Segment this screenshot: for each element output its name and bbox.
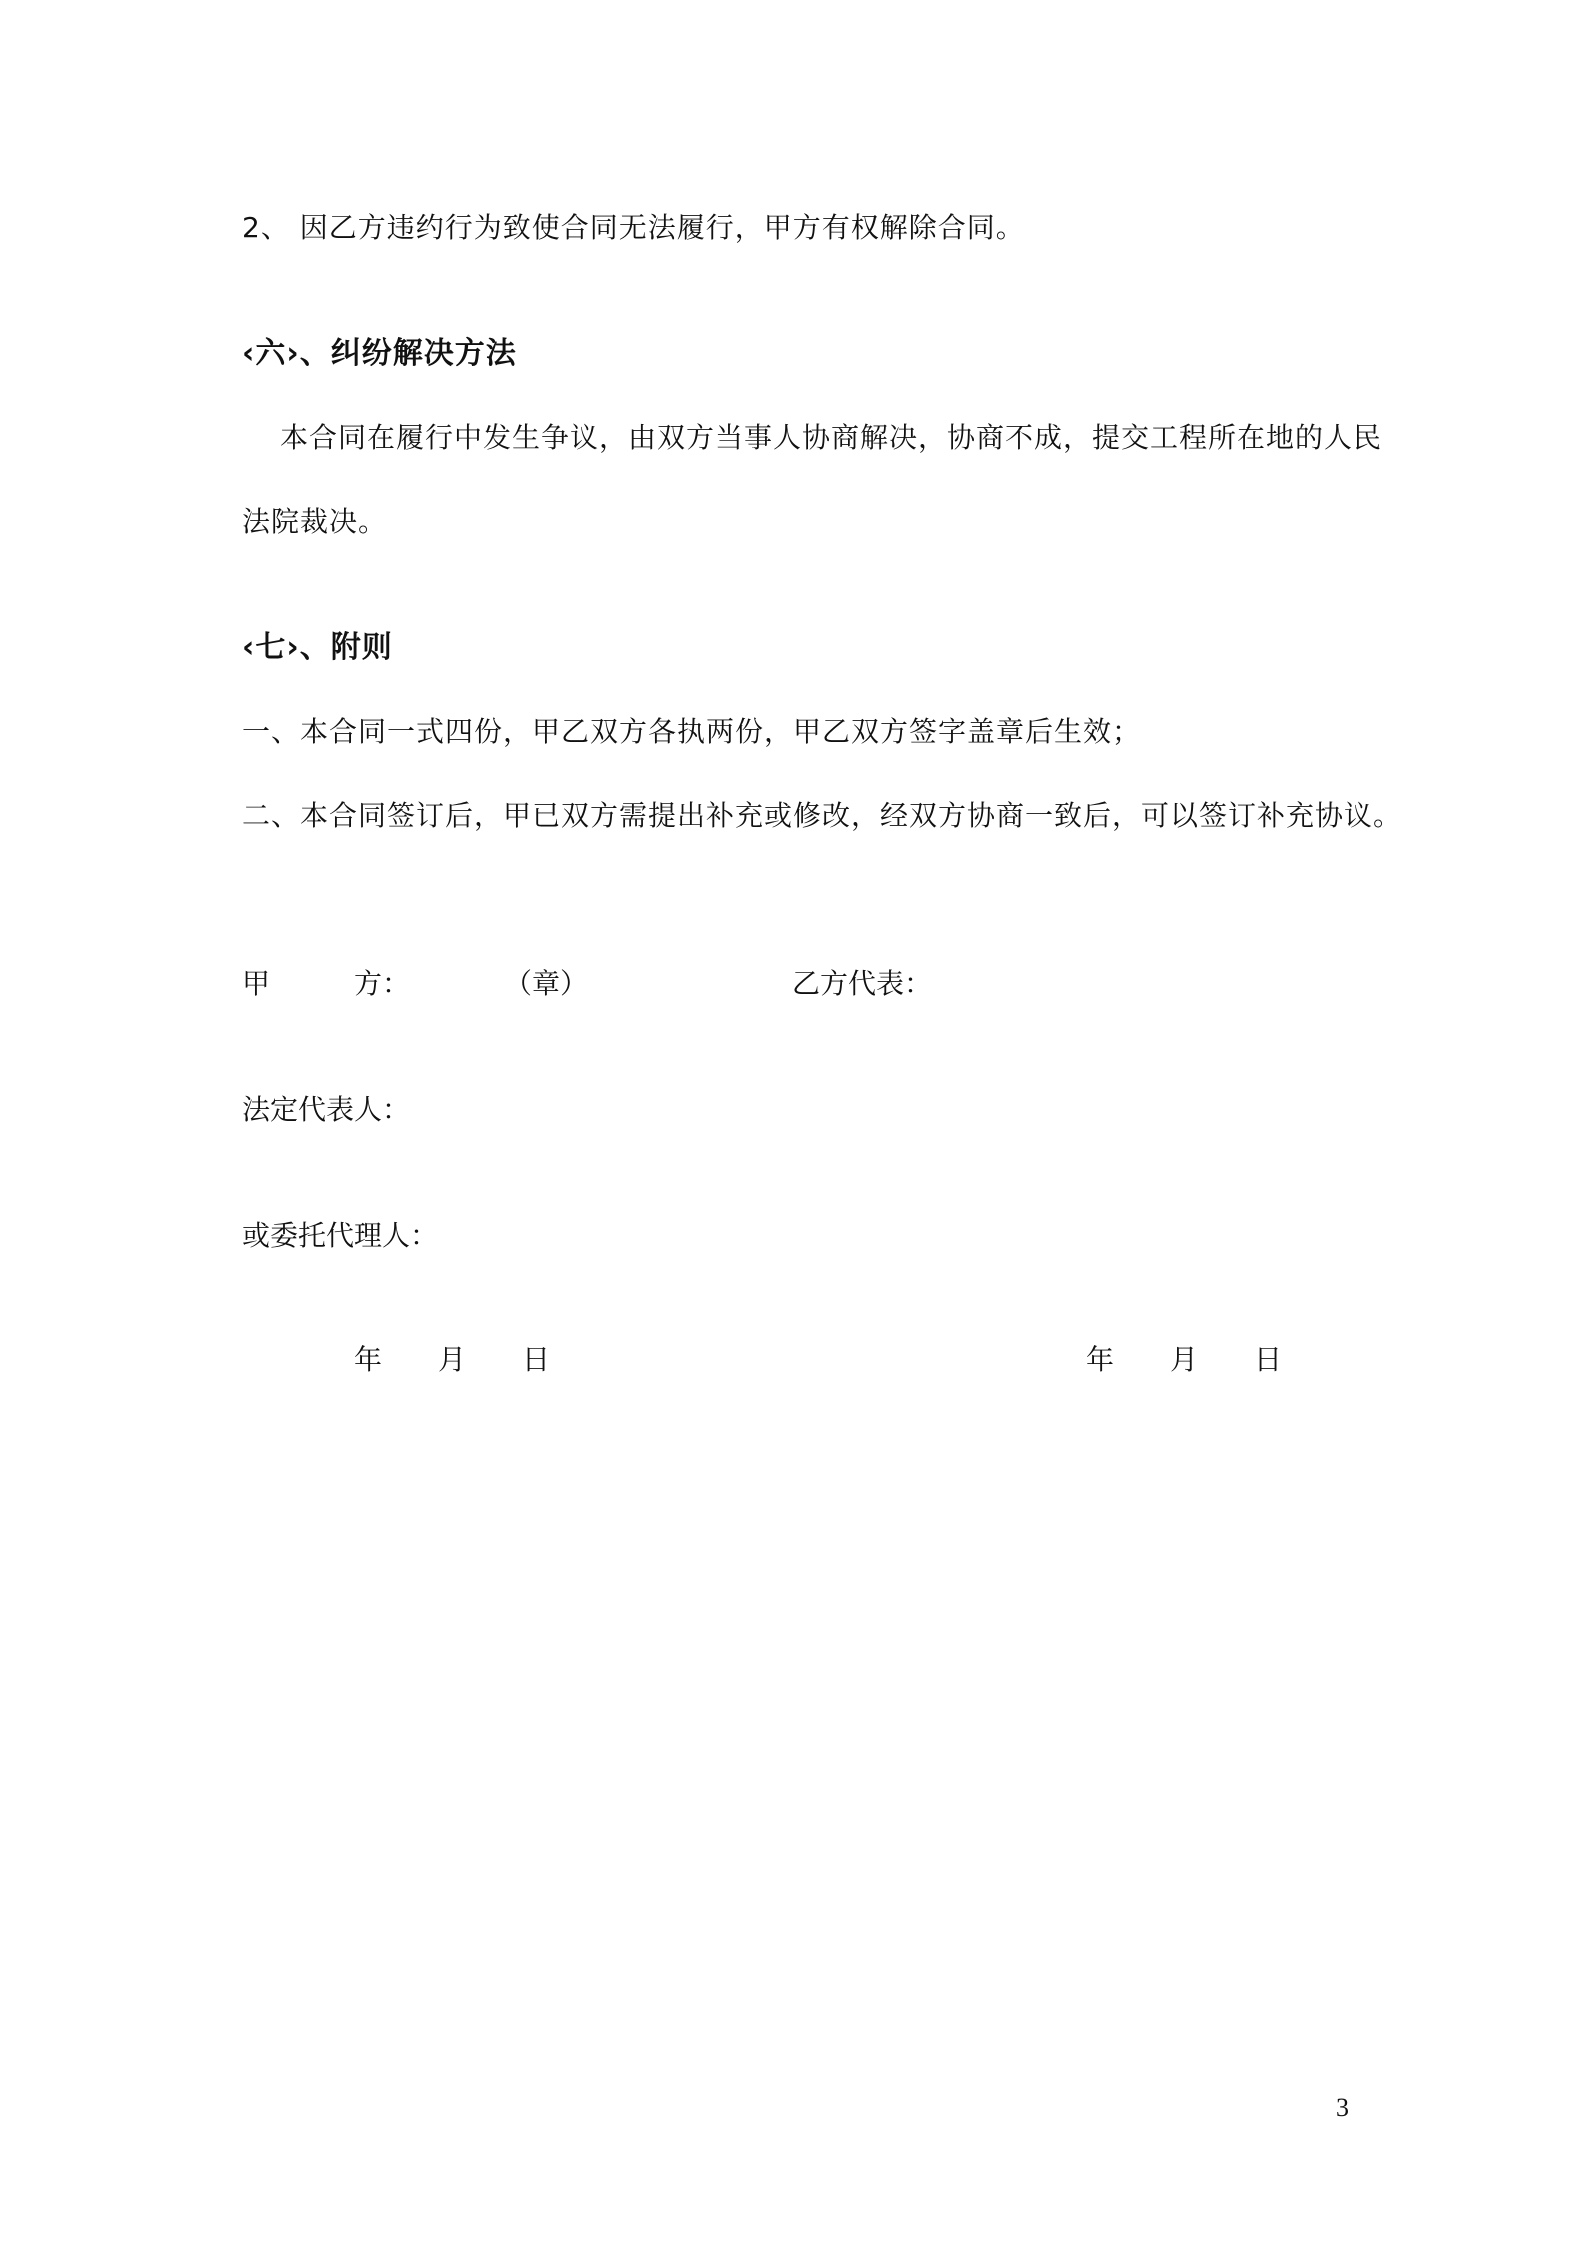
date-left-year: 年 [354, 1343, 383, 1376]
section-6-paragraph-line-2: 法院裁决。 [242, 505, 388, 538]
authorized-agent-label: 或委托代理人： [242, 1219, 439, 1252]
section-6-paragraph-line-1: 本合同在履行中发生争议，由双方当事人协商解决，协商不成，提交工程所在地的人民 [280, 421, 1383, 454]
clause-2-text: 2、 因乙方违约行为致使合同无法履行，甲方有权解除合同。 [242, 211, 1025, 244]
page-number: 3 [1336, 2093, 1349, 2122]
section-7-item-1: 一、本合同一式四份，甲乙双方各执两份，甲乙双方签字盖章后生效； [242, 715, 1142, 748]
date-right-month: 月 [1170, 1343, 1199, 1376]
seal-label: （章） [504, 967, 589, 1000]
date-left-day: 日 [522, 1343, 551, 1376]
date-right-day: 日 [1254, 1343, 1283, 1376]
legal-representative-label: 法定代表人： [242, 1093, 411, 1126]
section-6-heading: ‹六›、纠纷解决方法 [242, 336, 517, 371]
date-left-month: 月 [438, 1343, 467, 1376]
section-7-heading: ‹七›、附则 [242, 630, 393, 665]
party-b-representative-label: 乙方代表： [792, 967, 933, 1000]
date-right-year: 年 [1086, 1343, 1115, 1376]
party-a-label-char-2: 方： [354, 967, 411, 1000]
party-a-label-char-1: 甲 [242, 967, 271, 1000]
section-7-item-2: 二、本合同签订后，甲已双方需提出补充或修改，经双方协商一致后，可以签订补充协议。 [242, 799, 1403, 832]
